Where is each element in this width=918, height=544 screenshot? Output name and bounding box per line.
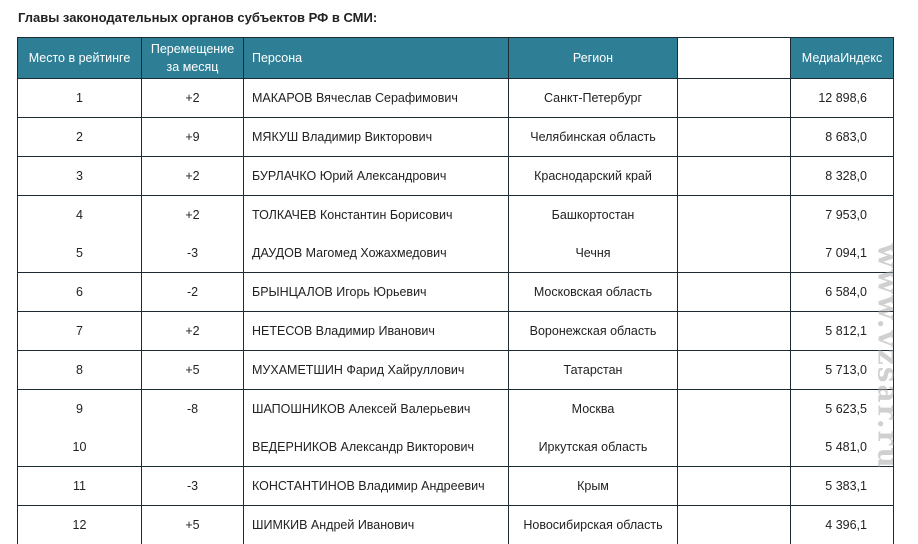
- cell-region: Татарстан: [509, 351, 678, 390]
- cell-rank: 2: [18, 118, 142, 157]
- table-row: [18, 390, 894, 429]
- cell-index: 5 713,0: [791, 351, 894, 390]
- watermark: [868, 190, 908, 520]
- cell-region: Краснодарский край: [509, 157, 678, 196]
- cell-index: 7 953,0: [791, 196, 894, 235]
- cell-person: БРЫНЦАЛОВ Игорь Юрьевич: [244, 273, 509, 312]
- cell-person: МЯКУШ Владимир Викторович: [244, 118, 509, 157]
- cell-rank: 8: [18, 351, 142, 390]
- cell-region: Московская область: [509, 273, 678, 312]
- watermark-text: www.vzsar.ru: [872, 207, 905, 507]
- header-blank: [678, 38, 791, 79]
- cell-blank: [678, 273, 791, 312]
- cell-blank: [678, 157, 791, 196]
- cell-person: НЕТЕСОВ Владимир Иванович: [244, 312, 509, 351]
- cell-index: 12 898,6: [791, 79, 894, 118]
- header-region: Регион: [509, 38, 678, 79]
- table-row: [18, 467, 894, 506]
- cell-person: КОНСТАНТИНОВ Владимир Андреевич: [244, 467, 509, 506]
- table-row: [18, 234, 894, 273]
- cell-region: Чечня: [509, 234, 678, 273]
- cell-index: 4 396,1: [791, 506, 894, 544]
- header-person: Персона: [244, 38, 509, 79]
- cell-region: Башкортостан: [509, 196, 678, 235]
- table-row: [18, 79, 894, 118]
- cell-index: 5 623,5: [791, 390, 894, 429]
- header-move: Перемещение за месяц: [142, 38, 244, 79]
- cell-move: -2: [142, 273, 244, 312]
- table-row: [18, 273, 894, 312]
- cell-move: -3: [142, 234, 244, 273]
- cell-rank: 4: [18, 196, 142, 235]
- cell-rank: 11: [18, 467, 142, 506]
- table-row: [18, 428, 894, 467]
- cell-move: +2: [142, 312, 244, 351]
- page-title: Главы законодательных органов субъектов РФ в СМИ:: [18, 10, 377, 25]
- cell-move: +5: [142, 506, 244, 544]
- cell-person: ТОЛКАЧЕВ Константин Борисович: [244, 196, 509, 235]
- cell-index: 8 328,0: [791, 157, 894, 196]
- table-row: [18, 506, 894, 544]
- cell-index: 7 094,1: [791, 234, 894, 273]
- cell-index: 5 383,1: [791, 467, 894, 506]
- cell-rank: 12: [18, 506, 142, 544]
- cell-person: МУХАМЕТШИН Фарид Хайруллович: [244, 351, 509, 390]
- table-header-row: [18, 38, 894, 79]
- cell-region: Новосибирская область: [509, 506, 678, 544]
- cell-move: +2: [142, 79, 244, 118]
- cell-blank: [678, 118, 791, 157]
- cell-blank: [678, 312, 791, 351]
- cell-region: Крым: [509, 467, 678, 506]
- header-index: МедиаИндекс: [791, 38, 894, 79]
- cell-person: ДАУДОВ Магомед Хожахмедович: [244, 234, 509, 273]
- cell-blank: [678, 428, 791, 467]
- table-row: [18, 118, 894, 157]
- cell-person: БУРЛАЧКО Юрий Александрович: [244, 157, 509, 196]
- cell-blank: [678, 234, 791, 273]
- cell-rank: 9: [18, 390, 142, 429]
- cell-region: Челябинская область: [509, 118, 678, 157]
- cell-region: Москва: [509, 390, 678, 429]
- cell-rank: 5: [18, 234, 142, 273]
- cell-person: ШИМКИВ Андрей Иванович: [244, 506, 509, 544]
- cell-move: -3: [142, 467, 244, 506]
- cell-person: ВЕДЕРНИКОВ Александр Викторович: [244, 428, 509, 467]
- header-rank: Место в рейтинге: [18, 38, 142, 79]
- cell-person: МАКАРОВ Вячеслав Серафимович: [244, 79, 509, 118]
- cell-rank: 6: [18, 273, 142, 312]
- cell-index: 5 481,0: [791, 428, 894, 467]
- cell-region: Санкт-Петербург: [509, 79, 678, 118]
- cell-move: -8: [142, 390, 244, 429]
- cell-move: +2: [142, 196, 244, 235]
- cell-blank: [678, 351, 791, 390]
- cell-index: 6 584,0: [791, 273, 894, 312]
- table-row: [18, 157, 894, 196]
- cell-blank: [678, 467, 791, 506]
- cell-move: +2: [142, 157, 244, 196]
- cell-move: [142, 428, 244, 467]
- cell-rank: 7: [18, 312, 142, 351]
- cell-person: ШАПОШНИКОВ Алексей Валерьевич: [244, 390, 509, 429]
- cell-move: +5: [142, 351, 244, 390]
- cell-blank: [678, 506, 791, 544]
- table-row: [18, 351, 894, 390]
- cell-index: 5 812,1: [791, 312, 894, 351]
- cell-rank: 10: [18, 428, 142, 467]
- cell-move: +9: [142, 118, 244, 157]
- cell-region: Воронежская область: [509, 312, 678, 351]
- cell-blank: [678, 196, 791, 235]
- cell-region: Иркутская область: [509, 428, 678, 467]
- cell-blank: [678, 390, 791, 429]
- table-row: [18, 312, 894, 351]
- cell-index: 8 683,0: [791, 118, 894, 157]
- ratings-table: [17, 37, 894, 544]
- cell-rank: 3: [18, 157, 142, 196]
- cell-rank: 1: [18, 79, 142, 118]
- cell-blank: [678, 79, 791, 118]
- table-row: [18, 196, 894, 235]
